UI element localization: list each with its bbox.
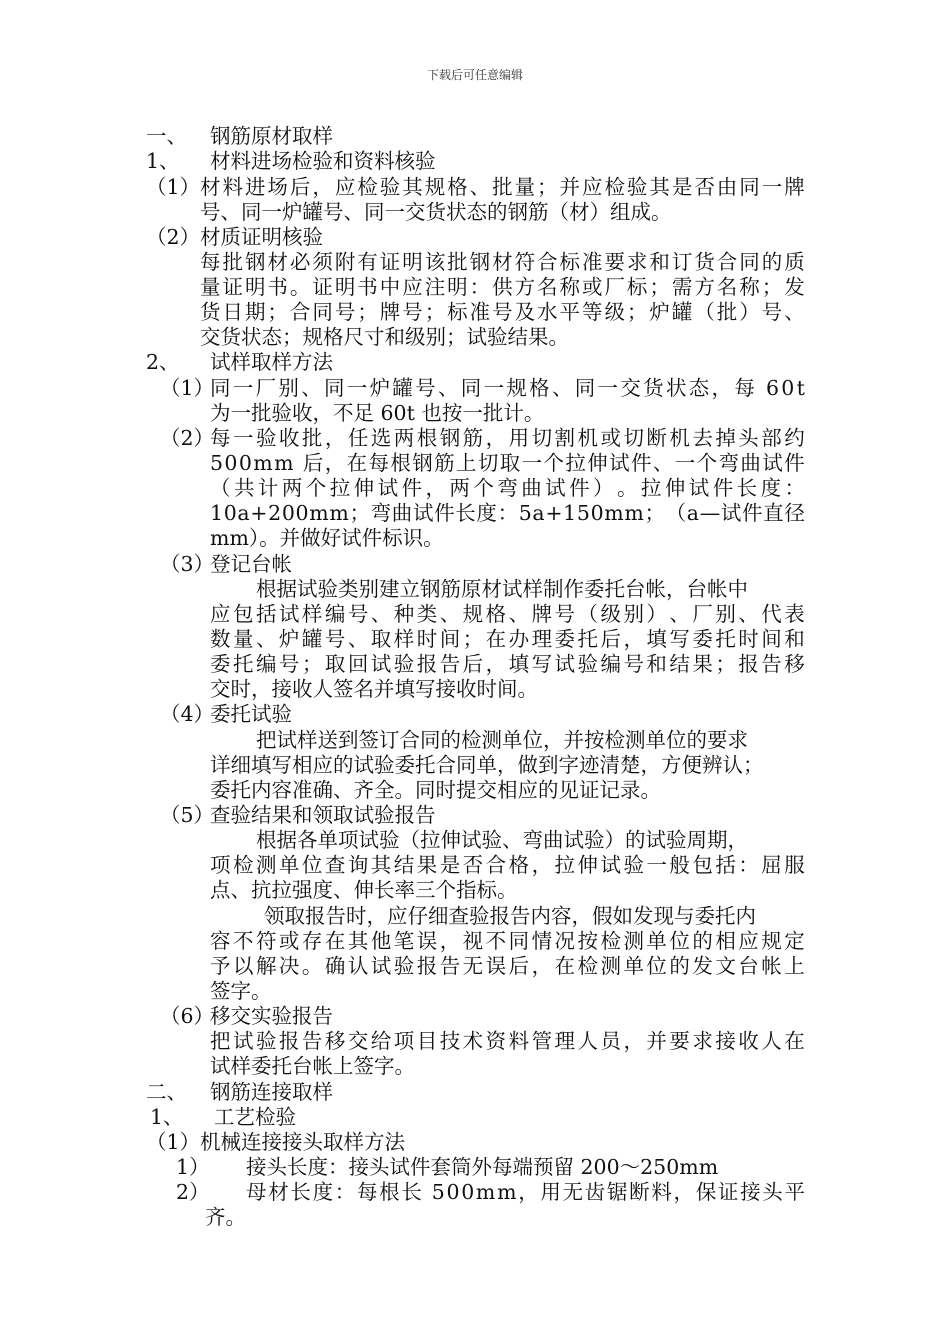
text-segment: （4） <box>160 702 215 726</box>
text-segment: 齐。 <box>205 1205 246 1229</box>
text-segment: （1） <box>146 175 201 199</box>
text-segment: （1） <box>160 376 215 400</box>
text-segment: 点、抗拉强度、伸长率三个指标。 <box>210 878 518 902</box>
text-segment: 机械连接接头取样方法 <box>200 1130 405 1154</box>
text-segment: 容 不 符 或 存 在 其 他 笔 误 ， 视 不 同 情 况 按 检 测 单 位 的 相 应 规 定 <box>210 929 805 953</box>
text-segment: 号、同一炉罐号、同一交货状态的钢筋（材）组成。 <box>200 200 672 224</box>
text-segment: 量 证 明 书 。 证 明 书 中 应 注 明 ： 供 方 名 称 或 厂 标 ； 需 方 名 称 ； 发 <box>200 275 805 299</box>
text-segment: 把试样送到签订合同的检测单位，并按检测单位的要求 <box>256 728 748 752</box>
text-segment: 工艺检验 <box>214 1105 296 1129</box>
text-segment: 交时，接收人签名并填写接收时间。 <box>210 677 538 701</box>
text-segment: （3） <box>160 552 215 576</box>
text-segment: 试样委托台帐上签字。 <box>210 1054 415 1078</box>
text-segment: 一、 <box>146 124 187 148</box>
text-segment: 领取报告时，应仔细查验报告内容，假如发现与委托内 <box>264 904 756 928</box>
text-segment: 钢筋连接取样 <box>210 1080 333 1104</box>
text-segment: 2、 <box>146 350 180 374</box>
text-segment: 根据试验类别建立钢筋原材试样制作委托台帐，台帐中 <box>256 577 748 601</box>
text-segment: 每 一 验 收 批 ， 任 选 两 根 钢 筋 ， 用 切 割 机 或 切 断 机 去 掉 头 部 约 <box>210 426 805 450</box>
text-segment: 委托内容准确、齐全。同时提交相应的见证记录。 <box>210 778 661 802</box>
text-segment: 每 批 钢 材 必 须 附 有 证 明 该 批 钢 材 符 合 标 准 要 求 和 订 货 合 同 的 质 <box>200 250 805 274</box>
text-segment: （2） <box>160 426 215 450</box>
text-segment: （ 共 计 两 个 拉 伸 试 件 ， 两 个 弯 曲 试 件 ） 。 拉 伸 试 件 长 度 ： <box>210 476 805 500</box>
text-segment: 材质证明核验 <box>200 225 323 249</box>
text-segment: 为一批验收，不足 60t 也按一批计。 <box>210 401 545 425</box>
text-segment: （2） <box>146 225 201 249</box>
text-segment: 5 0 0 m m 后 ， 在 每 根 钢 筋 上 切 取 一 个 拉 伸 试 件 、 一 个 弯 曲 试 件 <box>210 451 805 475</box>
text-segment: 予 以 解 决 。 确 认 试 验 报 告 无 误 后 ， 在 检 测 单 位 的 发 文 台 帐 上 <box>210 954 805 978</box>
text-segment: 货 日 期 ； 合 同 号 ； 牌 号 ； 标 准 号 及 水 平 等 级 ； 炉 罐 （ 批 ） 号 、 <box>200 300 805 324</box>
text-segment: 材 料 进 场 后 ， 应 检 验 其 规 格 、 批 量 ； 并 应 检 验 其 是 否 由 同 一 牌 <box>200 175 805 199</box>
text-segment: 查验结果和领取试验报告 <box>210 803 436 827</box>
text-segment: 项 检 测 单 位 查 询 其 结 果 是 否 合 格 ， 拉 伸 试 验 一 般 包 括 ： 屈 服 <box>210 853 805 877</box>
text-segment: 详细填写相应的试验委托合同单，做到字迹清楚，方便辨认； <box>210 753 764 777</box>
text-segment: 委托试验 <box>210 702 292 726</box>
text-segment: 移交实验报告 <box>210 1004 333 1028</box>
text-segment: 交货状态；规格尺寸和级别；试验结果。 <box>200 325 569 349</box>
text-segment: 1、 <box>150 1105 184 1129</box>
text-segment: 钢筋原材取样 <box>210 124 333 148</box>
text-segment: 应 包 括 试 样 编 号 、 种 类 、 规 格 、 牌 号 （ 级 别 ） 、 厂 别 、 代 表 <box>210 602 805 626</box>
text-segment: 1、 <box>146 149 180 173</box>
text-segment: 委 托 编 号 ； 取 回 试 验 报 告 后 ， 填 写 试 验 编 号 和 结 果 ； 报 告 移 <box>210 652 805 676</box>
text-segment: 接头长度：接头试件套筒外每端预留 200～250mm <box>246 1155 719 1179</box>
text-segment: （1） <box>146 1130 201 1154</box>
text-segment: 母 材 长 度 ： 每 根 长 5 0 0 m m ， 用 无 齿 锯 断 料 ， 保 证 接 头 平 <box>246 1180 805 1204</box>
text-segment: 1 0 a + 2 0 0 m m ； 弯 曲 试 件 长 度 ： 5 a + 1 5 0 m m ； （ a — 试 件 直 径 <box>210 501 805 525</box>
text-segment: 登记台帐 <box>210 552 292 576</box>
text-segment: 二、 <box>146 1080 187 1104</box>
text-segment: 材料进场检验和资料核验 <box>210 149 436 173</box>
text-segment: （5） <box>160 803 215 827</box>
text-segment: 把 试 验 报 告 移 交 给 项 目 技 术 资 料 管 理 人 员 ， 并 要 求 接 收 人 在 <box>210 1029 805 1053</box>
text-segment: 1） <box>176 1155 210 1179</box>
text-segment: mm）。并做好试件标识。 <box>210 526 444 550</box>
text-segment: 签字。 <box>210 979 272 1003</box>
page-header-note: 下载后可任意编辑 <box>426 68 523 82</box>
text-segment: 同 一 厂 别 、 同 一 炉 罐 号 、 同 一 规 格 、 同 一 交 货 状 态 ， 每 6 0 t <box>210 376 805 400</box>
text-segment: 根据各单项试验（拉伸试验、弯曲试验）的试验周期， <box>256 828 748 852</box>
text-segment: 数 量 、 炉 罐 号 、 取 样 时 间 ； 在 办 理 委 托 后 ， 填 写 委 托 时 间 和 <box>210 627 805 651</box>
text-segment: （6） <box>160 1004 215 1028</box>
text-segment: 2） <box>176 1180 210 1204</box>
text-segment: 试样取样方法 <box>210 350 333 374</box>
